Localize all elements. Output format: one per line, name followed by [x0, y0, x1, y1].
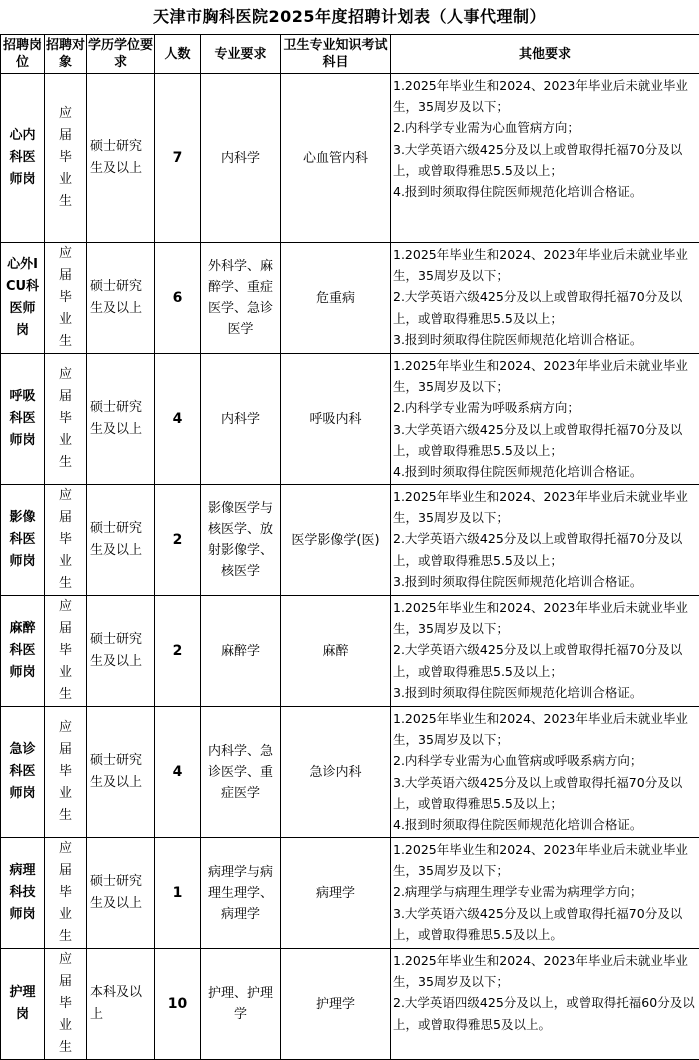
table-row — [1, 354, 699, 485]
requirement-item: 4.报到时须取得住院医师规范化培训合格证。 — [393, 814, 697, 835]
header-education: 学历学位要求 — [87, 35, 155, 74]
requirement-item: 2.内科学专业需为心血管病或呼吸系病方向； — [393, 750, 697, 771]
exam-cell: 急诊内科 — [281, 707, 391, 838]
header-exam: 卫生专业知识考试科目 — [281, 35, 391, 74]
exam-cell: 呼吸内科 — [281, 354, 391, 485]
count-cell: 6 — [155, 243, 201, 354]
other-requirements-cell — [391, 949, 699, 1060]
education-cell: 硕士研究生及以上 — [87, 838, 155, 949]
table-row — [1, 74, 699, 243]
education-cell: 硕士研究生及以上 — [87, 485, 155, 596]
requirement-item: 1.2025年毕业生和2024、2023年毕业后未就业毕业生，35周岁及以下； — [393, 708, 697, 750]
requirement-item: 4.报到时须取得住院医师规范化培训合格证。 — [393, 181, 697, 202]
requirement-item: 2.内科学专业需为心血管病方向； — [393, 117, 697, 138]
table-row — [1, 485, 699, 596]
exam-cell: 危重病 — [281, 243, 391, 354]
major-cell: 外科学、麻醉学、重症医学、急诊医学 — [201, 243, 281, 354]
requirement-item: 4.报到时须取得住院医师规范化培训合格证。 — [393, 461, 697, 482]
target-cell: 应届毕业生 — [45, 596, 87, 707]
major-cell: 病理学与病理生理学、病理学 — [201, 838, 281, 949]
table-row — [1, 596, 699, 707]
position-cell: 急诊科医师岗 — [1, 707, 45, 838]
exam-cell: 麻醉 — [281, 596, 391, 707]
header-position: 招聘岗位 — [1, 35, 45, 74]
table-body — [1, 74, 699, 1060]
exam-cell: 护理学 — [281, 949, 391, 1060]
exam-cell: 医学影像学(医) — [281, 485, 391, 596]
requirement-item: 3.报到时须取得住院医师规范化培训合格证。 — [393, 329, 697, 350]
table-row — [1, 243, 699, 354]
position-cell: 麻醉科医师岗 — [1, 596, 45, 707]
target-cell: 应届毕业生 — [45, 74, 87, 243]
count-cell: 4 — [155, 707, 201, 838]
requirement-item: 3.大学英语六级425分及以上或曾取得托福70分及以上，或曾取得雅思5.5及以上。 — [393, 903, 697, 945]
requirement-item: 3.大学英语六级425分及以上或曾取得托福70分及以上，或曾取得雅思5.5及以上； — [393, 419, 697, 461]
requirement-item: 2.病理学与病理生理学专业需为病理学方向； — [393, 881, 697, 902]
position-cell: 心外ICU科医师岗 — [1, 243, 45, 354]
position-cell: 护理岗 — [1, 949, 45, 1060]
target-cell: 应届毕业生 — [45, 707, 87, 838]
count-cell: 2 — [155, 596, 201, 707]
target-cell: 应届毕业生 — [45, 949, 87, 1060]
requirement-item: 1.2025年毕业生和2024、2023年毕业后未就业毕业生，35周岁及以下； — [393, 244, 697, 286]
count-cell: 7 — [155, 74, 201, 243]
major-cell: 护理、护理学 — [201, 949, 281, 1060]
requirement-item: 2.大学英语六级425分及以上或曾取得托福70分及以上，或曾取得雅思5.5及以上； — [393, 286, 697, 328]
header-other: 其他要求 — [391, 35, 699, 74]
other-requirements-cell — [391, 354, 699, 485]
table-row — [1, 949, 699, 1060]
count-cell: 10 — [155, 949, 201, 1060]
requirement-item: 2.大学英语四级425分及以上，或曾取得托福60分及以上，或曾取得雅思5及以上。 — [393, 992, 697, 1034]
requirement-item: 1.2025年毕业生和2024、2023年毕业后未就业毕业生，35周岁及以下； — [393, 597, 697, 639]
requirement-item: 2.大学英语六级425分及以上或曾取得托福70分及以上，或曾取得雅思5.5及以上； — [393, 639, 697, 681]
count-cell: 1 — [155, 838, 201, 949]
recruitment-table — [0, 34, 699, 1060]
requirement-item: 3.报到时须取得住院医师规范化培训合格证。 — [393, 571, 697, 592]
position-cell: 心内科医师岗 — [1, 74, 45, 243]
header-target: 招聘对象 — [45, 35, 87, 74]
other-requirements-cell — [391, 243, 699, 354]
requirement-item: 3.报到时须取得住院医师规范化培训合格证。 — [393, 682, 697, 703]
exam-cell: 心血管内科 — [281, 74, 391, 243]
count-cell: 2 — [155, 485, 201, 596]
major-cell: 影像医学与核医学、放射影像学、核医学 — [201, 485, 281, 596]
requirement-item: 1.2025年毕业生和2024、2023年毕业后未就业毕业生，35周岁及以下； — [393, 75, 697, 117]
requirement-item: 2.内科学专业需为呼吸系病方向； — [393, 397, 697, 418]
education-cell: 硕士研究生及以上 — [87, 596, 155, 707]
requirement-item: 3.大学英语六级425分及以上或曾取得托福70分及以上，或曾取得雅思5.5及以上； — [393, 139, 697, 181]
major-cell: 内科学、急诊医学、重症医学 — [201, 707, 281, 838]
target-cell: 应届毕业生 — [45, 485, 87, 596]
position-cell: 病理科技师岗 — [1, 838, 45, 949]
header-major: 专业要求 — [201, 35, 281, 74]
other-requirements-cell — [391, 707, 699, 838]
other-requirements-cell — [391, 596, 699, 707]
position-cell: 呼吸科医师岗 — [1, 354, 45, 485]
exam-cell: 病理学 — [281, 838, 391, 949]
table-header-row — [1, 35, 699, 74]
education-cell: 本科及以上 — [87, 949, 155, 1060]
major-cell: 内科学 — [201, 74, 281, 243]
target-cell: 应届毕业生 — [45, 838, 87, 949]
target-cell: 应届毕业生 — [45, 243, 87, 354]
document-title: 天津市胸科医院2025年度招聘计划表（人事代理制） — [0, 0, 699, 34]
position-cell: 影像科医师岗 — [1, 485, 45, 596]
target-cell: 应届毕业生 — [45, 354, 87, 485]
major-cell: 内科学 — [201, 354, 281, 485]
other-requirements-cell — [391, 485, 699, 596]
education-cell: 硕士研究生及以上 — [87, 243, 155, 354]
requirement-item: 2.大学英语六级425分及以上或曾取得托福70分及以上，或曾取得雅思5.5及以上； — [393, 528, 697, 570]
major-cell: 麻醉学 — [201, 596, 281, 707]
table-row — [1, 838, 699, 949]
education-cell: 硕士研究生及以上 — [87, 707, 155, 838]
count-cell: 4 — [155, 354, 201, 485]
education-cell: 硕士研究生及以上 — [87, 354, 155, 485]
other-requirements-cell — [391, 74, 699, 243]
requirement-item: 1.2025年毕业生和2024、2023年毕业后未就业毕业生，35周岁及以下； — [393, 486, 697, 528]
requirement-item: 1.2025年毕业生和2024、2023年毕业后未就业毕业生，35周岁及以下； — [393, 950, 697, 992]
education-cell: 硕士研究生及以上 — [87, 74, 155, 243]
header-count: 人数 — [155, 35, 201, 74]
other-requirements-cell — [391, 838, 699, 949]
table-row — [1, 707, 699, 838]
requirement-item: 3.大学英语六级425分及以上或曾取得托福70分及以上，或曾取得雅思5.5及以上； — [393, 772, 697, 814]
requirement-item: 1.2025年毕业生和2024、2023年毕业后未就业毕业生，35周岁及以下； — [393, 355, 697, 397]
requirement-item: 1.2025年毕业生和2024、2023年毕业后未就业毕业生，35周岁及以下； — [393, 839, 697, 881]
